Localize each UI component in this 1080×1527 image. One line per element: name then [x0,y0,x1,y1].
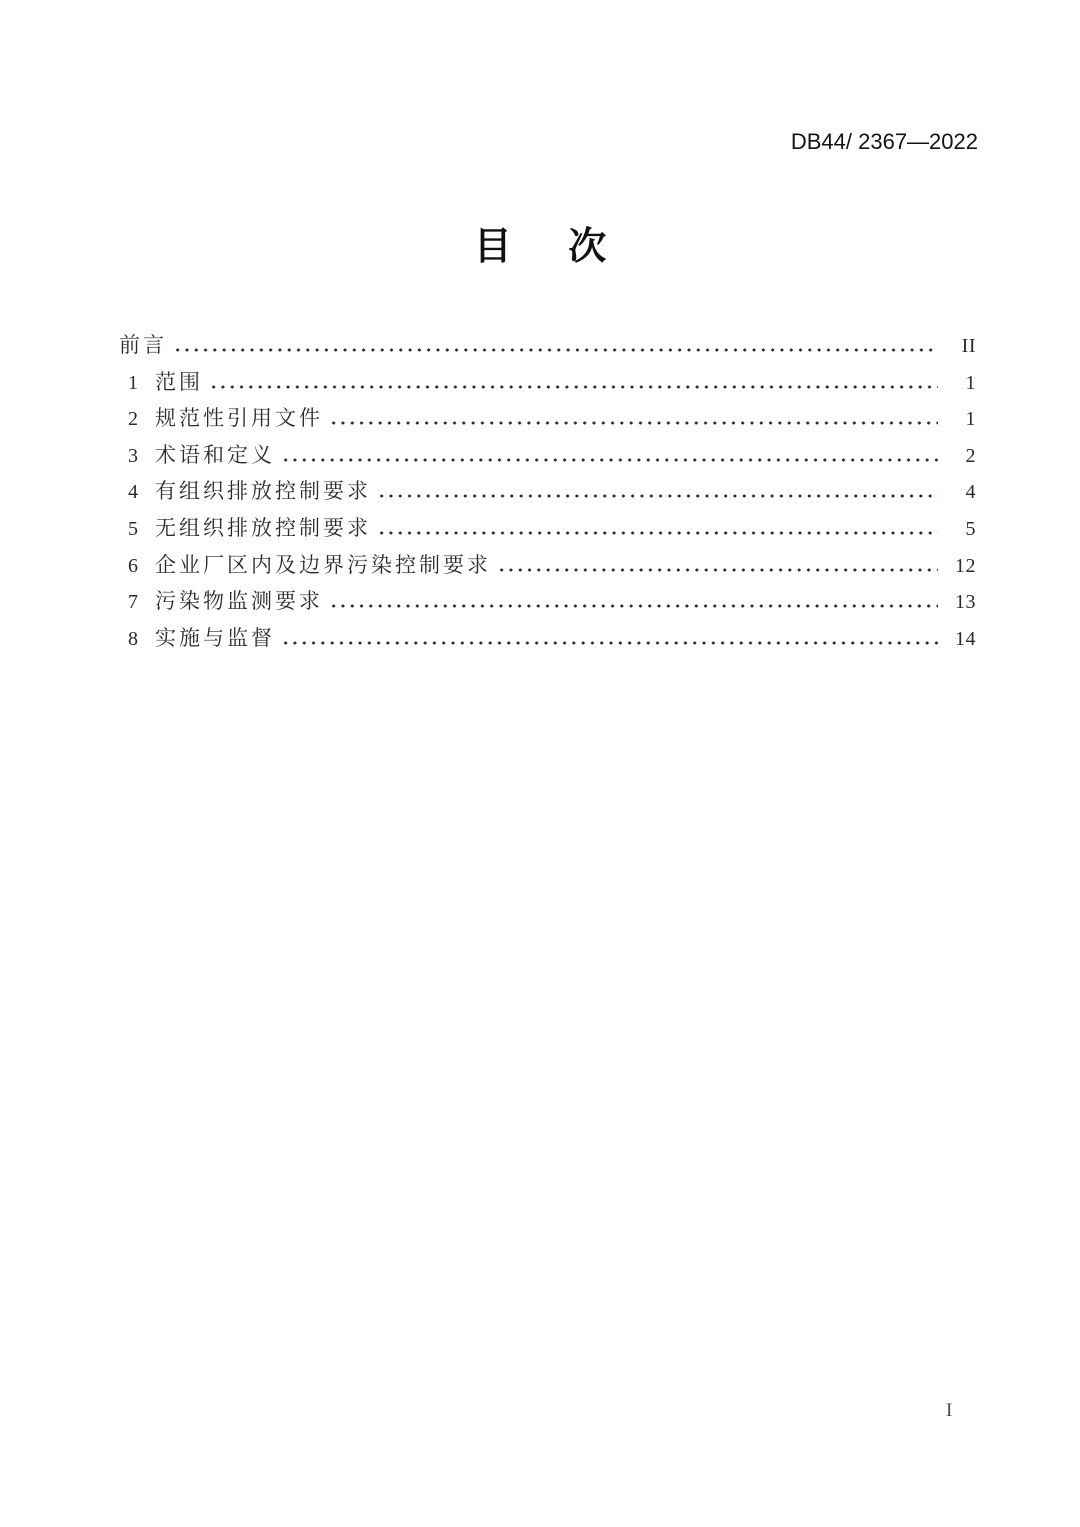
toc-entry-page: 5 [965,517,976,540]
toc-entry-number: 3 [128,444,138,467]
toc-entry-label: 有组织排放控制要求 [155,479,371,504]
toc-entry-label: 前言 [119,333,167,357]
toc-dotted-leader [281,637,938,645]
toc-entry-label: 无组织排放控制要求 [155,515,371,540]
toc-dotted-leader [173,344,938,352]
toc-entry [119,400,976,437]
toc-entry-page: 1 [965,408,976,431]
page-title: 目 次 [473,226,607,268]
toc-entry-number: 6 [128,554,138,577]
toc-dotted-leader [329,600,938,608]
standard-number: DB44/ 2367—2022 [790,129,978,154]
toc-entry-label: 术语和定义 [155,442,275,467]
toc-entry-number: 5 [128,517,138,540]
table-of-contents [119,327,976,656]
toc-entry-label: 范围 [155,369,203,394]
toc-entry-page: 4 [965,481,976,504]
toc-entry [119,473,976,510]
toc-entry-number: 1 [128,371,138,394]
toc-entry-label: 污染物监测要求 [155,589,323,614]
toc-entry [119,583,976,620]
toc-entry-page: 2 [965,444,976,467]
toc-entry-number: 8 [128,627,138,650]
toc-entry-page: 13 [955,591,976,614]
toc-entry-number: 2 [128,408,138,431]
toc-entry [119,510,976,547]
toc-dotted-leader [497,564,938,572]
toc-dotted-leader [209,381,938,389]
toc-entry-page: 12 [955,554,976,577]
toc-entry-number: 4 [128,481,138,504]
toc-entry [119,327,976,364]
toc-entry [119,547,976,584]
toc-entry [119,364,976,401]
toc-entry-page: 14 [955,627,976,650]
toc-dotted-leader [281,454,938,462]
toc-dotted-leader [377,527,938,535]
toc-entry [119,437,976,474]
toc-entry-label: 规范性引用文件 [155,406,323,431]
toc-entry-page: 1 [965,371,976,394]
toc-dotted-leader [377,490,938,498]
footer-page-number: I [946,1400,953,1421]
toc-entry-label: 企业厂区内及边界污染控制要求 [155,552,491,577]
toc-entry-page: II [961,335,976,357]
toc-entry-label: 实施与监督 [155,625,275,650]
toc-entry [119,620,976,657]
toc-dotted-leader [329,417,938,425]
toc-entry-number: 7 [128,591,138,614]
